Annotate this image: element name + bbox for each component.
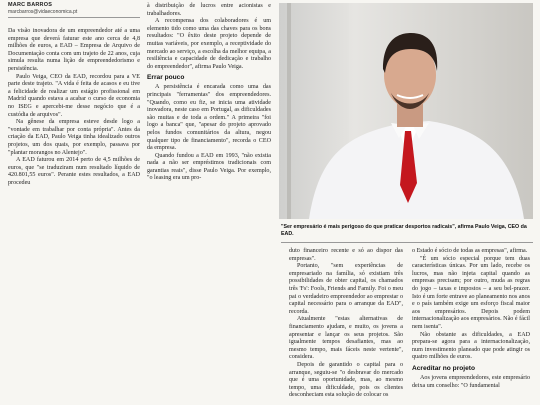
caption-rule [281,242,533,243]
byline-rule [8,17,140,18]
paragraph: "É um sócio especial porque tem duas características únicas. Por um lado, recebe os lucros, mas não injeta capital quando as empresas precisam; por outro, muda as regras do jogo – taxas e impostos – a seu bel-prazer. Isto é um forte entrave ao planeamento nos anos e o país também exige um esforço fiscal maior aos empresários. Depois podem internacionalização aos empresários. Não é fácil nem isenta". [412,255,530,330]
paragraph: Atualmente "estas alternativas de financiamento ajudam, e muito, os jovens a apresentar e lançar os seus projetos. São igualmente tempos desafiantes, mas ao mesmo tempo, mais fáceis neste vertente", considera. [289,316,403,361]
portrait-figure [279,3,533,219]
paragraph: Paulo Veiga, CEO da EAD, recordou para a VE parte deste trajeto. "A vida é feita de acasos e eu tive a felicidade de realizar um estágio profissional em Madrid quando estava a acabar o curso de economia no ISEG e apercebi-me desse negócio que é a custódia de arquivos". [8,73,140,118]
article-column-1 [8,28,140,187]
section-heading: Acreditar no projeto [412,364,476,372]
byline [8,2,77,16]
author-name: MARC BARROS [8,2,53,8]
paragraph: Depois de garantido o capital para o arranque, seguiu-se "o desbravar do mercado que é uma oportunidade, mas, ao mesmo tempo, uma dificuldade, pois os clientes desconheciam esta solução de colocar os [289,361,403,399]
photo-caption: "Ser empresário é mais perigoso do que praticar desportos radicais", afirma Paulo Veiga, CEO da EAD. [281,224,527,237]
paragraph: Quando fundou a EAD em 1993, "não existia nada a não ser empréstimos tradicionais com garantias reais", disse Paulo Veiga. Por exemplo, "o leasing era um pro- [147,152,271,182]
portrait-photo [279,3,533,219]
paragraph: A EAD faturou em 2014 perto de 4,5 milhões de euros, que "se traduziram num resultado líquido de 420.801,55 euros". Perante estes resultados, a EAD procedeu [8,157,140,186]
paragraph: Não obstante as dificuldades, a EAD prepara-se agora para a internacionalização, num investimento planeado que pode atingir os quatro milhões de euros. [412,331,530,361]
paragraph: A recompensa dos colaboradores é um elemento tido como uma das chaves para os bons resultados: "O êxito deste projeto depende de muitas variáveis, por exemplo, a receptividade do mercado ao serviço, a escolha da melhor equipa, a resiliência e capacidade de dedicação e trabalho do empreendedor", afirma Paulo Veiga. [147,18,271,70]
author-email: marcbarros@vidaeconomica.pt [8,9,78,15]
article-column-4 [412,248,530,390]
section-heading: Errar pouco [147,74,185,82]
paragraph: Da visão inovadora de um empreendedor até a uma empresa que deverá faturar este ano cerca de 4,8 milhões de euros, a EAD – Empresa de Arquivo de Documentação conta com um trajeto de 22 anos, cuja simula resulta numa lição de empreendedorismo e persistência. [8,28,140,72]
article-column-2 [147,3,271,183]
article-column-3 [289,248,403,400]
paragraph: Aos jovens empreendedores, este empresário deixa um conselho: "O fundamental [412,374,530,389]
paragraph: Portanto, "sem experiências de empresariado na família, só existiam três possibilidades de obter capital, os chamados três 'Fs': Fools, Friends and Family. Foi o meu pai o verdadeiro empreendedor ao emprestar o capital necessário para o arranque da EAD", recorda. [289,263,403,315]
paragraph: Na gênese da empresa esteve desde logo a "vontade em trabalhar por conta própria". Antes da criação da EAD, Paulo Veiga tinha idealizado outros projetos, um dos quais, por exemplo, passava por "plantar morangos no Alentejo". [8,119,140,156]
paragraph: à distribuição de lucros entre acionistas e trabalhadores. [147,3,271,17]
paragraph: o Estado é sócio de todas as empresas", afirma. [412,248,528,254]
paragraph: A persistência é encarada como uma das principais "ferramentas" dos empreendedores. "Quando, como eu fiz, se inicia uma atividade inovadora, neste caso em Portugal, as dificuldades são muitas e de toda a ordem." A primeira "foi logo a banca" que, "apesar do projeto aprovado pelos fundos comunitários da altura, negou qualquer tipo de financiamento", recorda o CEO da empresa. [147,84,271,152]
paragraph: duto financeiro recente e só ao dispor das empresas". [289,248,403,262]
